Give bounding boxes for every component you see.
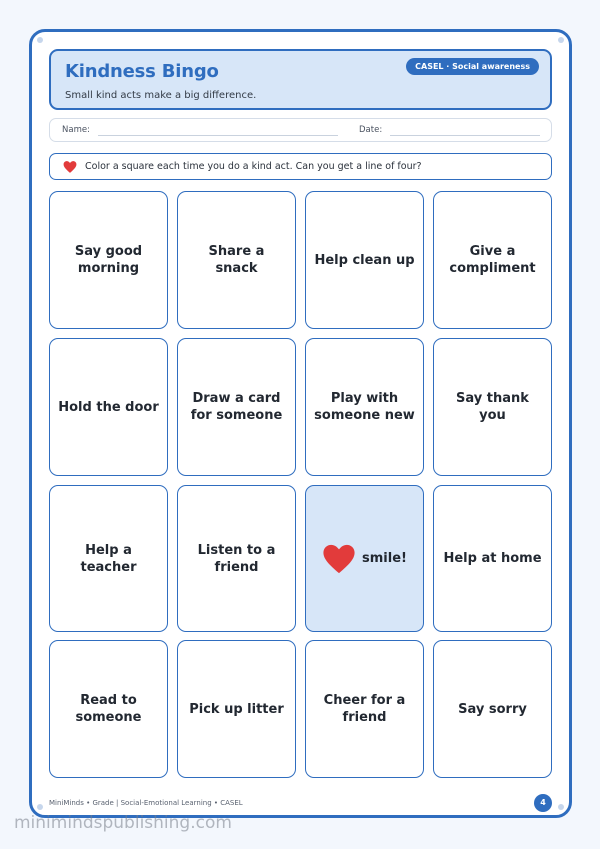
bingo-square-label: Pick up litter — [189, 701, 284, 717]
casel-badge: CASEL · Social awareness — [406, 58, 539, 75]
bingo-square[interactable] — [177, 191, 296, 329]
instructions-text: Color a square each time you do a kind act. Can you get a line of four? — [85, 161, 422, 172]
free-square-content — [322, 543, 407, 575]
bingo-square[interactable] — [305, 338, 424, 476]
bingo-square-label: Share a snack — [208, 244, 265, 276]
bingo-square-label: Read to someone — [75, 693, 142, 725]
bingo-square[interactable] — [433, 640, 552, 778]
page-subtitle: Small kind acts make a big difference. — [65, 90, 257, 101]
footer-text: MiniMinds • Grade | Social-Emotional Learning • CASEL — [49, 799, 243, 807]
worksheet-page — [29, 29, 572, 818]
watermark: minimindspublishing.com — [14, 813, 232, 833]
page-title: Kindness Bingo — [65, 61, 219, 82]
bingo-square-label: Help at home — [443, 551, 542, 566]
bingo-square-label: Help a teacher — [80, 542, 137, 575]
bingo-square[interactable] — [49, 640, 168, 778]
bingo-square-label: smile! — [362, 551, 407, 566]
bingo-square-label: Give a compliment — [449, 244, 536, 276]
bingo-square[interactable] — [49, 485, 168, 632]
bingo-square[interactable] — [177, 485, 296, 632]
bingo-square[interactable] — [305, 191, 424, 329]
bingo-square-label: Cheer for a friend — [323, 693, 406, 725]
bingo-square-label: Help clean up — [314, 252, 415, 268]
bingo-square[interactable] — [305, 640, 424, 778]
bingo-square-label: Hold the door — [58, 399, 159, 415]
bingo-square[interactable] — [49, 338, 168, 476]
bingo-square-label: Say good morning — [74, 244, 143, 276]
bingo-square-label: Play with someone new — [314, 391, 415, 423]
bingo-square[interactable] — [433, 338, 552, 476]
bingo-square[interactable] — [433, 485, 552, 632]
date-label: Date: — [359, 125, 383, 135]
bingo-square[interactable] — [177, 338, 296, 476]
bingo-square-label: Say thank you — [456, 391, 529, 423]
bingo-free-square[interactable] — [305, 485, 424, 632]
bingo-square[interactable] — [177, 640, 296, 778]
bingo-square-label: Listen to a friend — [197, 542, 276, 575]
page-number: 4 — [534, 794, 552, 812]
heart-icon — [322, 543, 356, 575]
bingo-square-label: Draw a card for someone — [190, 391, 283, 423]
name-label: Name: — [62, 125, 90, 135]
bingo-square-label: Say sorry — [458, 701, 527, 717]
bingo-grid — [32, 32, 569, 815]
bingo-square[interactable] — [49, 191, 168, 329]
bingo-square[interactable] — [433, 191, 552, 329]
